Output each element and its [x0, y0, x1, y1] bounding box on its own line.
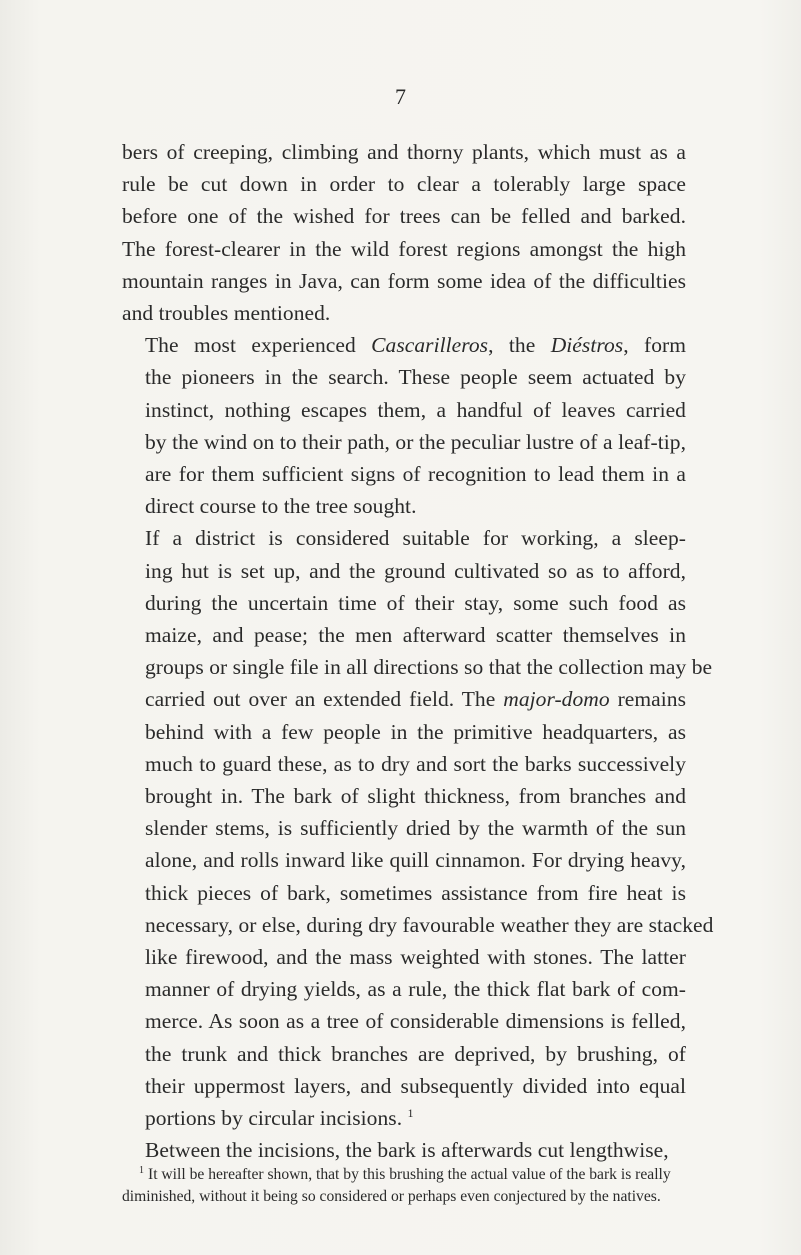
- text-line: [122, 426, 686, 458]
- text-line: [122, 716, 686, 748]
- text-segment: much to guard these, as to dry and sort the barks successively: [145, 751, 686, 776]
- footnote-mark: 1: [139, 1164, 144, 1176]
- text-line: [122, 1038, 686, 1070]
- italic-term: major-domo: [503, 687, 610, 712]
- text-segment: are for them sufficient signs of recognition to lead them in a: [145, 462, 686, 487]
- text-segment: direct course to the tree sought.: [145, 494, 417, 519]
- footnote-line: [122, 1186, 688, 1208]
- text-segment: The most experienced: [145, 333, 372, 358]
- text-line: [122, 522, 686, 554]
- text-line: [122, 587, 686, 619]
- text-segment: merce. As soon as a tree of considerable dimensions is felled,: [145, 1009, 686, 1034]
- text-line: [122, 748, 686, 780]
- paragraph: [122, 522, 714, 1134]
- italic-term: Diéstros: [550, 333, 624, 358]
- text-line: [122, 1102, 686, 1134]
- text-line: [122, 233, 686, 265]
- text-line: [122, 458, 686, 490]
- text-line: [122, 329, 686, 361]
- body-text: [122, 136, 714, 1167]
- text-segment: by the wind on to their path, or the peculiar lustre of a leaf-tip,: [145, 429, 686, 454]
- page-number: 7: [395, 84, 406, 109]
- text-segment: portions by circular incisions.: [145, 1106, 408, 1131]
- text-segment: like firewood, and the mass weighted with stones. The latter: [145, 945, 686, 970]
- text-line: [122, 973, 686, 1005]
- text-line: [122, 941, 686, 973]
- text-segment: manner of drying yields, as a rule, the thick flat bark of com-: [145, 977, 686, 1002]
- text-segment: before one of the wished for trees can be felled and barked.: [122, 204, 686, 229]
- text-line: [122, 1134, 686, 1166]
- text-line: [122, 168, 686, 200]
- text-segment: rule be cut down in order to clear a tolerably large space: [122, 172, 686, 197]
- text-segment: the pioneers in the search. These people seem actuated by: [145, 365, 686, 390]
- text-line: [122, 394, 686, 426]
- text-line: [122, 1005, 686, 1037]
- text-segment: brought in. The bark of slight thickness, from branches and: [145, 784, 686, 809]
- text-segment: bers of creeping, climbing and thorny plants, which must as a: [122, 140, 686, 164]
- paragraph: [122, 1134, 686, 1166]
- text-segment: Between the incisions, the bark is afterwards cut lengthwise,: [145, 1138, 669, 1163]
- text-segment: and troubles mentioned.: [122, 301, 331, 326]
- text-segment: carried out over an extended field. The: [145, 687, 504, 712]
- text-segment: thick pieces of bark, sometimes assistance from fire heat is: [145, 880, 686, 905]
- footnote-text-line-2: diminished, without it being so considered or perhaps even conjectured by the natives.: [122, 1188, 661, 1205]
- text-line: [122, 136, 686, 168]
- text-segment: ing hut is set up, and the ground cultivated so as to afford,: [145, 558, 686, 583]
- footnote-text-line-1: It will be hereafter shown, that by this brushing the actual value of the bark is really: [148, 1166, 671, 1183]
- text-line: [122, 1070, 686, 1102]
- footnote-line: [122, 1164, 688, 1186]
- text-line: [122, 877, 686, 909]
- footnote-reference[interactable]: 1: [407, 1105, 414, 1120]
- text-segment: , the: [488, 333, 551, 358]
- text-line: [122, 651, 713, 683]
- text-segment: mountain ranges in Java, can form some idea of the difficulties: [122, 268, 686, 293]
- paragraph: [122, 136, 686, 329]
- text-line: [122, 683, 686, 715]
- text-segment: remains: [609, 687, 686, 712]
- text-line: [122, 909, 714, 941]
- text-line: [122, 619, 686, 651]
- text-segment: their uppermost layers, and subsequently divided into equal: [145, 1073, 686, 1098]
- text-segment: during the uncertain time of their stay, some such food as: [145, 590, 686, 615]
- paragraph: [122, 329, 686, 522]
- text-segment: groups or single file in all directions so that the collection may be: [145, 655, 713, 680]
- text-line: [122, 361, 686, 393]
- text-line: [122, 812, 686, 844]
- text-segment: , form: [623, 333, 686, 358]
- footnote: [122, 1164, 688, 1208]
- text-segment: alone, and rolls inward like quill cinnamon. For drying heavy,: [145, 848, 686, 873]
- text-line: [122, 265, 686, 297]
- text-segment: slender stems, is sufficiently dried by the warmth of the sun: [145, 816, 686, 841]
- text-segment: instinct, nothing escapes them, a handful of leaves carried: [145, 397, 686, 422]
- text-segment: the trunk and thick branches are deprived, by brushing, of: [145, 1041, 686, 1066]
- text-segment: If a district is considered suitable for working, a sleep-: [145, 526, 686, 551]
- text-line: [122, 844, 686, 876]
- text-line: [122, 780, 686, 812]
- text-line: [122, 490, 686, 522]
- text-line: [122, 200, 686, 232]
- italic-term: Cascarilleros: [371, 333, 489, 358]
- text-line: [122, 555, 686, 587]
- text-segment: maize, and pease; the men afterward scatter themselves in: [145, 623, 686, 648]
- text-segment: behind with a few people in the primitive headquarters, as: [145, 719, 686, 744]
- text-segment: The forest-clearer in the wild forest regions amongst the high: [122, 236, 686, 261]
- text-segment: necessary, or else, during dry favourable weather they are stacked: [145, 912, 714, 937]
- text-line: [122, 297, 686, 329]
